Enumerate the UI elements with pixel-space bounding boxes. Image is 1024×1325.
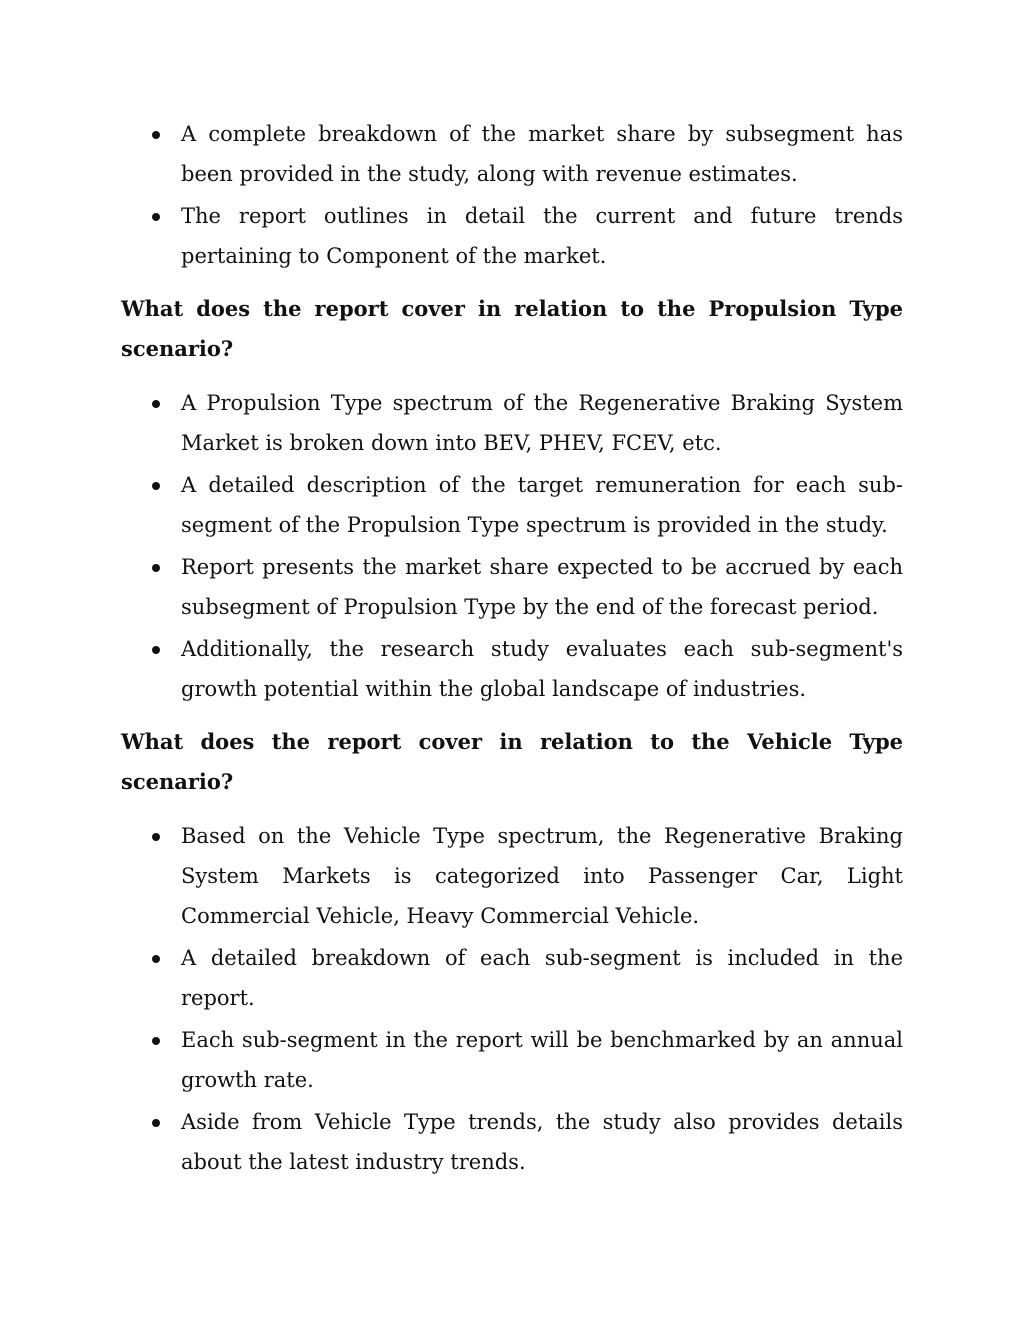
vehicle-bullet-list	[121, 816, 903, 1182]
list-item: A detailed breakdown of each sub-segment is included in the report.	[121, 938, 903, 1018]
list-item: A complete breakdown of the market share by subsegment has been provided in the study, along with revenue estimates.	[121, 114, 903, 194]
list-item: Each sub-segment in the report will be benchmarked by an annual growth rate.	[121, 1020, 903, 1100]
intro-bullet-list	[121, 114, 903, 276]
vehicle-section-heading: What does the report cover in relation to the Vehicle Type scenario?	[121, 729, 903, 794]
document-page	[121, 114, 903, 1184]
propulsion-bullet-list	[121, 383, 903, 709]
list-item: A detailed description of the target remuneration for each sub-segment of the Propulsion Type spectrum is provided in the study.	[121, 465, 903, 545]
propulsion-section-heading: What does the report cover in relation to the Propulsion Type scenario?	[121, 296, 903, 361]
list-item: The report outlines in detail the current and future trends pertaining to Component of the market.	[121, 196, 903, 276]
list-item: Based on the Vehicle Type spectrum, the Regenerative Braking System Markets is categorized into Passenger Car, Light Commercial Vehicle, Heavy Commercial Vehicle.	[121, 816, 903, 936]
list-item: Additionally, the research study evaluates each sub-segment's growth potential within the global landscape of industries.	[121, 629, 903, 709]
list-item: Report presents the market share expected to be accrued by each subsegment of Propulsion Type by the end of the forecast period.	[121, 547, 903, 627]
list-item: Aside from Vehicle Type trends, the study also provides details about the latest industry trends.	[121, 1102, 903, 1182]
list-item: A Propulsion Type spectrum of the Regenerative Braking System Market is broken down into BEV, PHEV, FCEV, etc.	[121, 383, 903, 463]
